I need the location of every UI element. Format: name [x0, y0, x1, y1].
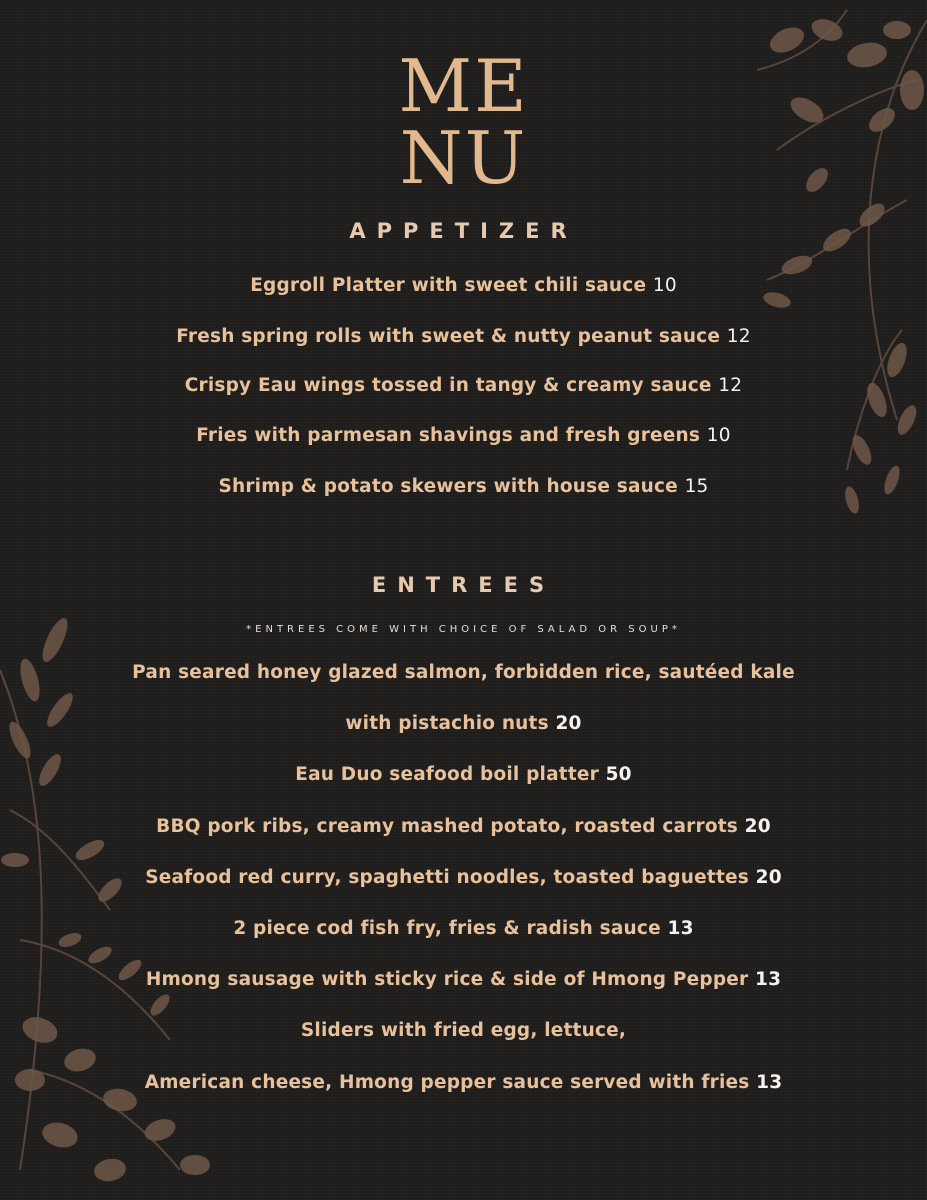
item-price: 10 [706, 425, 731, 446]
item-price: 15 [684, 476, 709, 497]
entree-item [0, 867, 927, 888]
item-price: 20 [555, 713, 582, 734]
item-name: Fries with parmesan shavings and fresh greens [196, 425, 701, 446]
appetizer-item [0, 425, 927, 446]
entrees-heading: ENTREES [371, 573, 556, 597]
item-name: 2 piece cod fish fry, fries & radish sauce [233, 918, 661, 939]
menu-title-line-2: NU [399, 116, 528, 200]
item-price: 13 [667, 918, 694, 939]
menu-title-line-1: ME [398, 44, 529, 128]
item-name: BBQ pork ribs, creamy mashed potato, roasted carrots [156, 816, 738, 837]
item-price: 20 [744, 816, 771, 837]
foliage-bottom-left-icon [0, 610, 260, 1200]
item-price: 13 [755, 969, 782, 990]
item-name: with pistachio nuts [345, 713, 549, 734]
item-price: 10 [652, 275, 677, 296]
entree-item [0, 764, 927, 785]
item-name: Crispy Eau wings tossed in tangy & creamy sauce [184, 375, 712, 396]
entree-item [0, 713, 927, 734]
item-name: Fresh spring rolls with sweet & nutty peanut sauce [176, 326, 721, 347]
item-name: Shrimp & potato skewers with house sauce [218, 476, 678, 497]
item-price: 12 [718, 375, 743, 396]
appetizer-item [0, 275, 927, 296]
appetizer-item [0, 375, 927, 396]
item-name: American cheese, Hmong pepper sauce served with fries [144, 1072, 750, 1093]
entree-item [0, 918, 927, 939]
appetizer-item [0, 476, 927, 497]
item-name: Eau Duo seafood boil platter [295, 764, 606, 785]
appetizer-item [0, 326, 927, 347]
entrees-note: *ENTREES COME WITH CHOICE OF SALAD OR SOUP* [246, 624, 681, 635]
item-name: Sliders with fried egg, lettuce, [300, 1020, 627, 1041]
appetizer-heading: APPETIZER [349, 219, 578, 243]
item-price: 20 [755, 867, 782, 888]
item-name: Seafood red curry, spaghetti noodles, toasted baguettes [145, 867, 749, 888]
item-name: Hmong sausage with sticky rice & side of Hmong Pepper [145, 969, 749, 990]
item-name: Eggroll Platter with sweet chili sauce [250, 275, 647, 296]
item-price: 50 [605, 764, 632, 785]
entree-item [0, 662, 927, 683]
item-name: Pan seared honey glazed salmon, forbidden rice, sautéed kale [132, 662, 795, 683]
item-price: 13 [756, 1072, 783, 1093]
entree-item [0, 1072, 927, 1093]
entree-item [0, 1020, 927, 1041]
entree-item [0, 969, 927, 990]
entree-item [0, 816, 927, 837]
item-price: 12 [726, 326, 751, 347]
